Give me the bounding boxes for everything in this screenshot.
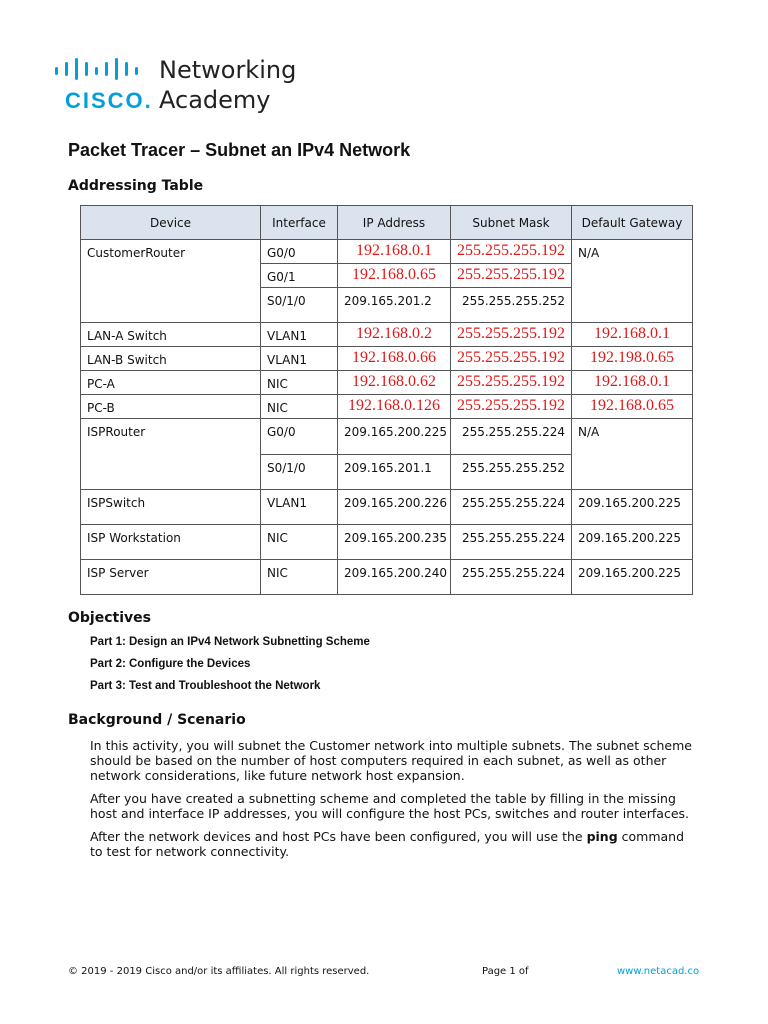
mask-cell: 255.255.255.192 <box>457 373 565 390</box>
cisco-bars-icon <box>55 58 147 80</box>
interface-cell: VLAN1 <box>261 347 338 371</box>
interface-cell: VLAN1 <box>261 323 338 347</box>
gateway-cell: 192.168.0.1 <box>594 373 670 390</box>
mask-cell: 255.255.255.192 <box>457 349 565 366</box>
table-row <box>81 323 693 347</box>
device-cell: ISPRouter <box>81 419 261 490</box>
background-heading: Background / Scenario <box>68 712 246 728</box>
background-paragraph-1: In this activity, you will subnet the Customer network into multiple subnets. The subnet scheme should be based on the number of host computers required in each subnet, as well as other network considerations, like future network host expansion. <box>90 738 692 783</box>
ip-cell: 192.168.0.66 <box>352 349 436 366</box>
device-cell: PC-B <box>81 395 261 419</box>
mask-cell: 255.255.255.192 <box>457 242 565 259</box>
gateway-cell: 192.168.0.65 <box>590 397 674 414</box>
device-cell: PC-A <box>81 371 261 395</box>
p3-text-after: command to test for network connectivity. <box>90 829 685 859</box>
logo-networking-text: Networking <box>159 56 297 84</box>
cisco-networking-academy-logo <box>55 58 315 118</box>
addressing-table <box>80 205 693 595</box>
table-row <box>81 395 693 419</box>
background-paragraph-2: After you have created a subnetting scheme and completed the table by filling in the missing host and interface IP addresses, you will configure the host PCs, switches and router interfaces. <box>90 791 689 821</box>
mask-cell: 255.255.255.192 <box>457 397 565 414</box>
device-cell: ISP Server <box>81 560 261 595</box>
device-cell: CustomerRouter <box>81 240 261 323</box>
interface-cell: S0/1/0 <box>261 455 338 490</box>
ip-cell: 209.165.200.226 <box>338 490 451 525</box>
mask-cell: 255.255.255.224 <box>451 525 572 560</box>
ip-cell: 209.165.201.2 <box>338 288 451 323</box>
ping-command: ping <box>586 829 618 844</box>
ip-cell: 209.165.200.225 <box>338 419 451 455</box>
table-row <box>81 240 693 264</box>
mask-cell: 255.255.255.224 <box>451 419 572 455</box>
document-title: Packet Tracer – Subnet an IPv4 Network <box>68 140 411 160</box>
ip-cell: 192.168.0.65 <box>352 266 436 283</box>
cisco-wordmark: CISCO. <box>65 88 153 113</box>
ip-cell: 192.168.0.2 <box>356 325 432 342</box>
objective-part-2: Part 2: Configure the Devices <box>90 658 251 670</box>
footer-page-number: Page 1 of <box>482 966 529 977</box>
interface-cell: NIC <box>261 525 338 560</box>
device-cell: LAN-A Switch <box>81 323 261 347</box>
header-interface: Interface <box>261 206 338 240</box>
device-cell: ISP Workstation <box>81 525 261 560</box>
objective-part-1: Part 1: Design an IPv4 Network Subnetting Scheme <box>90 636 370 648</box>
header-ip-address: IP Address <box>338 206 451 240</box>
logo-academy-text: Academy <box>159 86 271 114</box>
interface-cell: S0/1/0 <box>261 288 338 323</box>
interface-cell: VLAN1 <box>261 490 338 525</box>
header-subnet-mask: Subnet Mask <box>451 206 572 240</box>
device-cell: ISPSwitch <box>81 490 261 525</box>
ip-cell: 209.165.200.235 <box>338 525 451 560</box>
footer-copyright: © 2019 - 2019 Cisco and/or its affiliates. All rights reserved. <box>68 966 370 977</box>
interface-cell: G0/1 <box>261 264 338 288</box>
ip-cell: 192.168.0.1 <box>356 242 432 259</box>
gateway-cell: N/A <box>572 240 693 323</box>
table-row <box>81 371 693 395</box>
device-cell: LAN-B Switch <box>81 347 261 371</box>
header-device: Device <box>81 206 261 240</box>
addressing-table-heading: Addressing Table <box>68 178 204 194</box>
gateway-cell: 209.165.200.225 <box>572 490 693 525</box>
objectives-list <box>90 636 370 702</box>
objectives-heading: Objectives <box>68 610 151 626</box>
ip-cell: 209.165.200.240 <box>338 560 451 595</box>
gateway-cell: 192.198.0.65 <box>590 349 674 366</box>
interface-cell: NIC <box>261 560 338 595</box>
interface-cell: NIC <box>261 395 338 419</box>
footer-url-link[interactable]: www.netacad.co <box>617 966 700 977</box>
ip-cell: 192.168.0.126 <box>348 397 440 414</box>
mask-cell: 255.255.255.192 <box>457 325 565 342</box>
mask-cell: 255.255.255.252 <box>451 455 572 490</box>
gateway-cell: 192.168.0.1 <box>594 325 670 342</box>
table-row <box>81 419 693 455</box>
table-header-row <box>81 206 693 240</box>
interface-cell: G0/0 <box>261 419 338 455</box>
table-row <box>81 347 693 371</box>
objective-part-3: Part 3: Test and Troubleshoot the Network <box>90 680 321 692</box>
background-paragraph-3 <box>90 829 692 859</box>
header-default-gateway: Default Gateway <box>572 206 693 240</box>
table-row <box>81 560 693 595</box>
interface-cell: NIC <box>261 371 338 395</box>
ip-cell: 192.168.0.62 <box>352 373 436 390</box>
p3-text-before: After the network devices and host PCs have been configured, you will use the <box>90 829 587 844</box>
table-row <box>81 525 693 560</box>
gateway-cell: N/A <box>572 419 693 490</box>
gateway-cell: 209.165.200.225 <box>572 525 693 560</box>
gateway-cell: 209.165.200.225 <box>572 560 693 595</box>
mask-cell: 255.255.255.192 <box>457 266 565 283</box>
ip-cell: 209.165.201.1 <box>338 455 451 490</box>
mask-cell: 255.255.255.224 <box>451 490 572 525</box>
table-row <box>81 490 693 525</box>
interface-cell: G0/0 <box>261 240 338 264</box>
mask-cell: 255.255.255.224 <box>451 560 572 595</box>
mask-cell: 255.255.255.252 <box>451 288 572 323</box>
